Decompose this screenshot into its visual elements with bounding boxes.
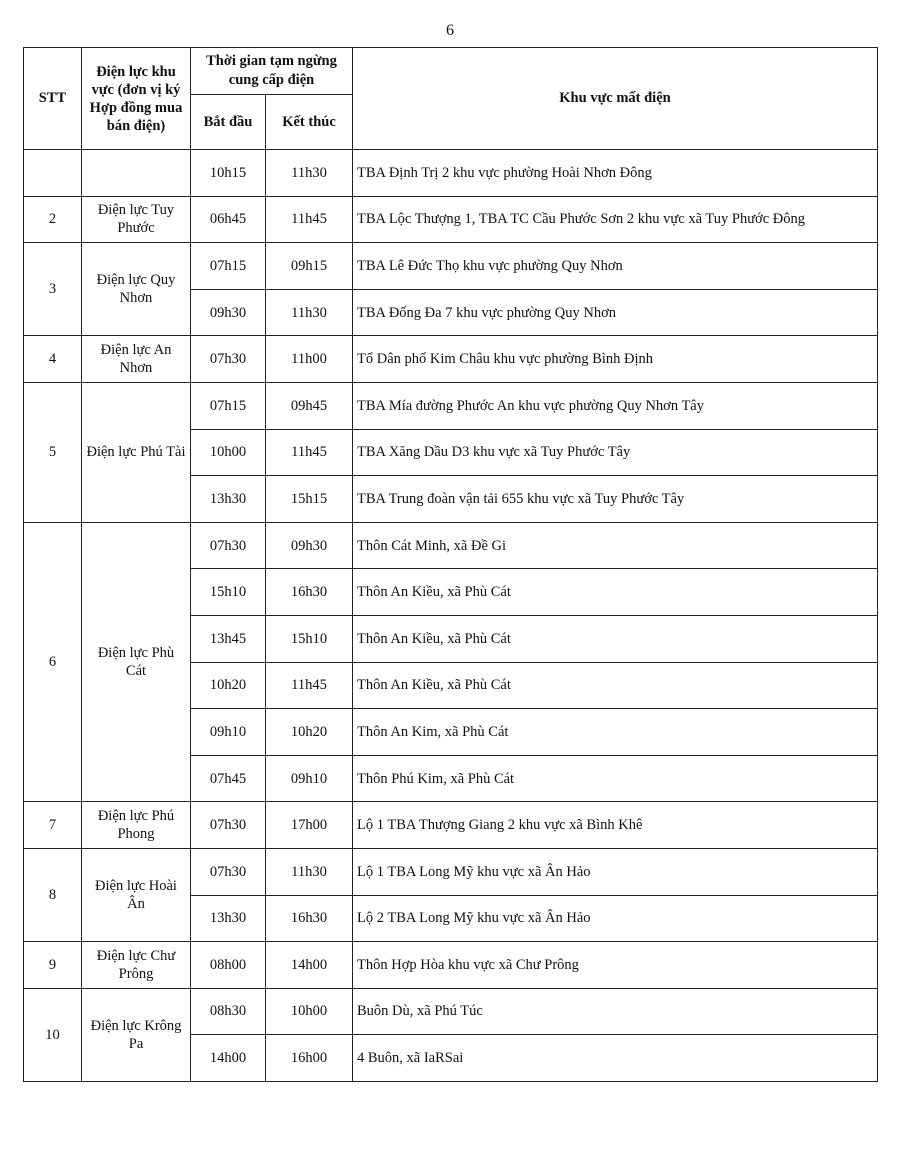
cell-end: 15h15 [266, 476, 353, 523]
table-row [24, 988, 878, 1035]
cell-start: 10h20 [191, 662, 266, 709]
cell-start: 08h30 [191, 988, 266, 1035]
table-row [24, 382, 878, 429]
cell-start: 10h00 [191, 429, 266, 476]
cell-area: TBA Mía đường Phước An khu vực phường Quy Nhơn Tây [353, 382, 878, 429]
cell-area: TBA Định Trị 2 khu vực phường Hoài Nhơn Đông [353, 150, 878, 197]
cell-end: 14h00 [266, 942, 353, 989]
cell-stt: 6 [24, 522, 82, 802]
cell-unit: Điện lực Krông Pa [82, 988, 191, 1081]
table-row [24, 336, 878, 383]
cell-end: 11h45 [266, 429, 353, 476]
cell-area: TBA Trung đoàn vận tải 655 khu vực xã Tuy Phước Tây [353, 476, 878, 523]
cell-unit: Điện lực Phú Phong [82, 802, 191, 849]
table-row [24, 243, 878, 290]
cell-start: 06h45 [191, 196, 266, 243]
table-row [24, 196, 878, 243]
cell-end: 10h00 [266, 988, 353, 1035]
cell-stt: 2 [24, 196, 82, 243]
cell-end: 11h45 [266, 196, 353, 243]
cell-area: TBA Xăng Dầu D3 khu vực xã Tuy Phước Tây [353, 429, 878, 476]
header-stt: STT [24, 48, 82, 150]
page-number: 6 [446, 22, 454, 39]
cell-area: TBA Đống Đa 7 khu vực phường Quy Nhơn [353, 289, 878, 336]
cell-area: Lộ 2 TBA Long Mỹ khu vực xã Ân Hảo [353, 895, 878, 942]
header-unit: Điện lực khu vực (đơn vị ký Hợp đồng mua bán điện) [82, 48, 191, 150]
cell-area: Lộ 1 TBA Long Mỹ khu vực xã Ân Hảo [353, 848, 878, 895]
cell-end: 16h30 [266, 569, 353, 616]
cell-area: Thôn An Kiều, xã Phù Cát [353, 662, 878, 709]
cell-start: 09h10 [191, 709, 266, 756]
cell-end: 11h30 [266, 150, 353, 197]
cell-end: 11h30 [266, 848, 353, 895]
cell-start: 07h45 [191, 755, 266, 802]
cell-start: 07h30 [191, 848, 266, 895]
cell-unit: Điện lực An Nhơn [82, 336, 191, 383]
cell-end: 09h10 [266, 755, 353, 802]
cell-end: 11h30 [266, 289, 353, 336]
cell-area: Lộ 1 TBA Thượng Giang 2 khu vực xã Bình Khê [353, 802, 878, 849]
cell-unit: Điện lực Quy Nhơn [82, 243, 191, 336]
header-start: Bắt đầu [191, 95, 266, 150]
cell-area: Buôn Dù, xã Phú Túc [353, 988, 878, 1035]
cell-start: 07h30 [191, 802, 266, 849]
table-row [24, 802, 878, 849]
cell-end: 10h20 [266, 709, 353, 756]
table-row [24, 942, 878, 989]
cell-start: 14h00 [191, 1035, 266, 1082]
cell-stt: 7 [24, 802, 82, 849]
cell-area: TBA Lộc Thượng 1, TBA TC Cầu Phước Sơn 2 khu vực xã Tuy Phước Đông [353, 196, 878, 243]
cell-end: 15h10 [266, 615, 353, 662]
header-area: Khu vực mất điện [353, 48, 878, 150]
cell-unit: Điện lực Chư Prông [82, 942, 191, 989]
cell-area: Thôn An Kim, xã Phù Cát [353, 709, 878, 756]
cell-area: Thôn Cát Minh, xã Đề Gi [353, 522, 878, 569]
cell-start: 13h30 [191, 895, 266, 942]
cell-start: 13h45 [191, 615, 266, 662]
cell-unit: Điện lực Phú Tài [82, 382, 191, 522]
cell-area: Thôn An Kiều, xã Phù Cát [353, 569, 878, 616]
header-end: Kết thúc [266, 95, 353, 150]
cell-area: Tổ Dân phố Kim Châu khu vực phường Bình Định [353, 336, 878, 383]
cell-stt: 5 [24, 382, 82, 522]
cell-stt: 10 [24, 988, 82, 1081]
cell-area: Thôn Hợp Hòa khu vực xã Chư Prông [353, 942, 878, 989]
table-row [24, 848, 878, 895]
cell-start: 08h00 [191, 942, 266, 989]
power-outage-table [23, 47, 878, 1082]
cell-area: Thôn Phú Kim, xã Phù Cát [353, 755, 878, 802]
cell-area: TBA Lê Đức Thọ khu vực phường Quy Nhơn [353, 243, 878, 290]
cell-start: 09h30 [191, 289, 266, 336]
cell-start: 07h30 [191, 522, 266, 569]
cell-end: 16h00 [266, 1035, 353, 1082]
cell-unit: Điện lực Tuy Phước [82, 196, 191, 243]
cell-stt [24, 150, 82, 197]
cell-end: 09h45 [266, 382, 353, 429]
cell-start: 15h10 [191, 569, 266, 616]
cell-area: 4 Buôn, xã IaRSai [353, 1035, 878, 1082]
cell-start: 10h15 [191, 150, 266, 197]
table-row [24, 522, 878, 569]
cell-stt: 9 [24, 942, 82, 989]
cell-unit [82, 150, 191, 197]
cell-start: 07h15 [191, 382, 266, 429]
cell-start: 13h30 [191, 476, 266, 523]
cell-area: Thôn An Kiều, xã Phù Cát [353, 615, 878, 662]
cell-end: 11h00 [266, 336, 353, 383]
cell-unit: Điện lực Hoài Ân [82, 848, 191, 941]
table-row [24, 150, 878, 197]
cell-unit: Điện lực Phù Cát [82, 522, 191, 802]
cell-start: 07h30 [191, 336, 266, 383]
cell-end: 11h45 [266, 662, 353, 709]
cell-stt: 4 [24, 336, 82, 383]
cell-stt: 8 [24, 848, 82, 941]
header-time-group: Thời gian tạm ngừng cung cấp điện [191, 48, 353, 95]
cell-start: 07h15 [191, 243, 266, 290]
cell-end: 17h00 [266, 802, 353, 849]
cell-stt: 3 [24, 243, 82, 336]
cell-end: 09h30 [266, 522, 353, 569]
table-body [24, 150, 878, 1082]
cell-end: 09h15 [266, 243, 353, 290]
cell-end: 16h30 [266, 895, 353, 942]
